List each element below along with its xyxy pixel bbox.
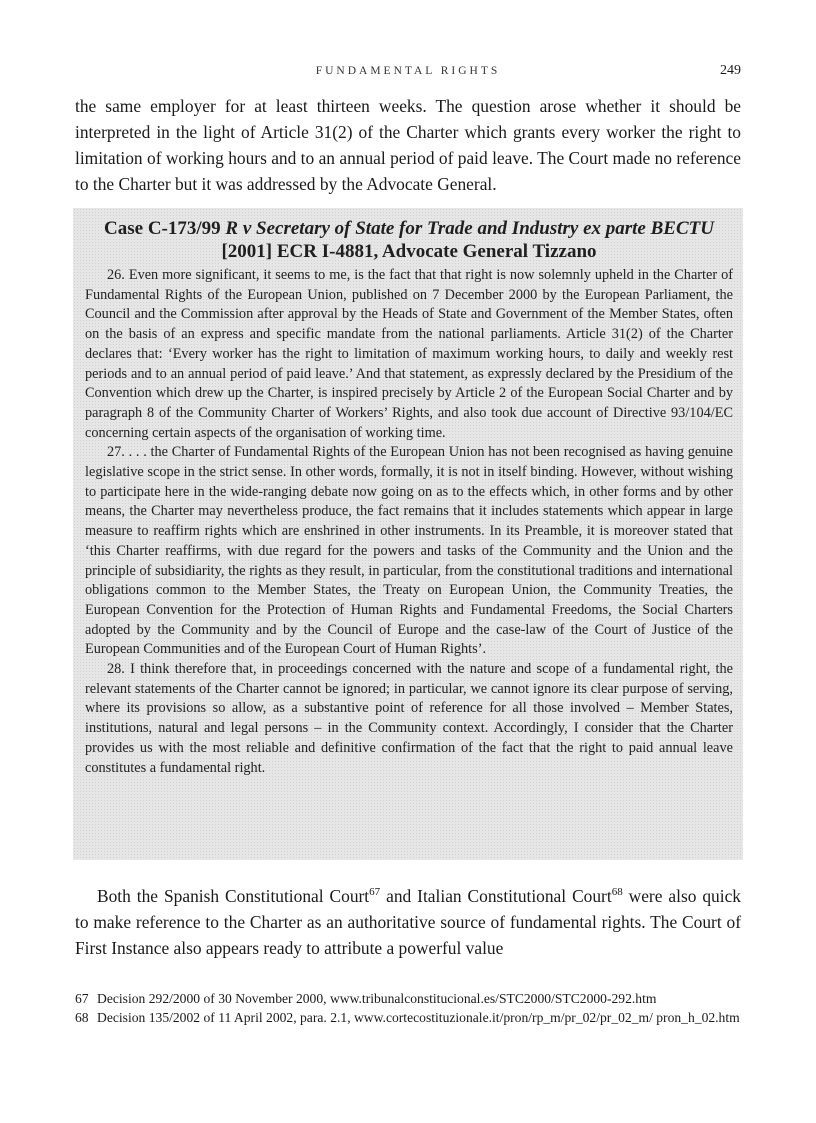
- case-heading-citation: Case C-173/99: [104, 218, 226, 239]
- case-extract-box: [73, 208, 743, 860]
- body-text-2: and Italian Constitutional Court: [380, 886, 612, 906]
- body-text-1: Both the Spanish Constitutional Court: [97, 886, 370, 906]
- running-title: FUNDAMENTAL RIGHTS: [315, 65, 501, 77]
- footnote-text: Decision 292/2000 of 30 November 2000, www.tribunalconstitucional.es/STC2000/STC2000-292.htm: [97, 991, 657, 1006]
- footnote-text: Decision 135/2002 of 11 April 2002, para. 2.1, www.cortecostituzionale.it/pron/rp_m/pr_02/pr_02_m/ pron_h_02.htm: [97, 1009, 740, 1025]
- case-paragraph-28: 28. I think therefore that, in proceedings concerned with the nature and scope of a fundamental right, the relevant statements of the Charter cannot be ignored; in particular, we cannot ignore its clear purpose of serving, where its provisions so allow, as a substantive point of reference for all those involved – Member States, institutions, natural and legal persons – in the Community context. Accordingly, I consider that the Charter provides us with the most reliable and definitive confirmation of the fact that the right to paid annual leave constitutes a fundamental right.: [85, 661, 733, 776]
- case-heading-reference: [2001] ECR I-4881, Advocate General Tizzano: [221, 241, 597, 262]
- footnote-number: 68: [75, 1009, 89, 1025]
- body-text-3: were also quick to make reference to the Charter as an authoritative source of fundamental rights. The Court of First Instance also appears ready to attribute a powerful value: [75, 886, 742, 958]
- footnote: [75, 1009, 741, 1028]
- intro-paragraph: the same employer for at least thirteen weeks. The question arose whether it should be interpreted in the light of Article 31(2) of the Charter which grants every worker the right to limitation of working hours and to an annual period of paid leave. The Court made no reference to the Charter but it was addressed by the Advocate General.: [75, 96, 741, 194]
- case-paragraph-26: 26. Even more significant, it seems to me, is the fact that that right is now solemnly upheld in the Charter of Fundamental Rights of the European Union, published on 7 December 2000 by the European Parliament, the Council and the Commission after approval by the Heads of State and Government of the Member States, often on the basis of an express and specific mandate from the national parliaments. Article 31(2) of the Charter declares that: ‘Every worker has the right to limitation of maximum working hours, to daily and weekly rest periods and to an annual period of paid leave.’ And that statement, as expressly declared by the Presidium of the Convention which drew up the Charter, is inspired precisely by Article 2 of the European Social Charter and by paragraph 8 of the Community Charter of Workers’ Rights, and also took due account of Directive 93/104/EC concerning certain aspects of the organisation of working time.: [85, 267, 733, 441]
- footnote-ref-68: 68: [611, 886, 623, 899]
- footnote-ref-67: 67: [369, 886, 381, 899]
- case-paragraph-27: 27. . . . the Charter of Fundamental Rights of the European Union has not been recognised as having genuine legislative scope in the strict sense. In other words, formally, it is not in itself binding. However, without wishing to participate here in the wide-ranging debate now going on as to the effects which, in other forms and by other means, the Charter may nevertheless produce, the fact remains that it includes statements which appear in large measure to reaffirm rights which are enshrined in other instruments. In its Preamble, it is moreover stated that ‘this Charter reaffirms, with due regard for the powers and tasks of the Community and the Union and the principle of subsidiarity, the rights as they result, in particular, from the constitutional traditions and international obligations common to the Member States, the Treaty on European Union, the Community Treaties, the European Convention for the Protection of Human Rights and Fundamental Freedoms, the Social Charters adopted by the Community and by the Council of Europe and the case-law of the Court of Justice of the European Communities and of the European Court of Human Rights’.: [85, 444, 733, 658]
- running-head: [75, 63, 741, 83]
- footnotes: [75, 990, 741, 1027]
- footnote: [75, 990, 741, 1009]
- footnote-number: 67: [75, 991, 89, 1006]
- case-heading: [85, 217, 733, 263]
- page-number: 249: [720, 63, 741, 78]
- case-heading-name: R v Secretary of State for Trade and Industry ex parte BECTU: [225, 218, 714, 239]
- body-paragraph: [75, 883, 741, 961]
